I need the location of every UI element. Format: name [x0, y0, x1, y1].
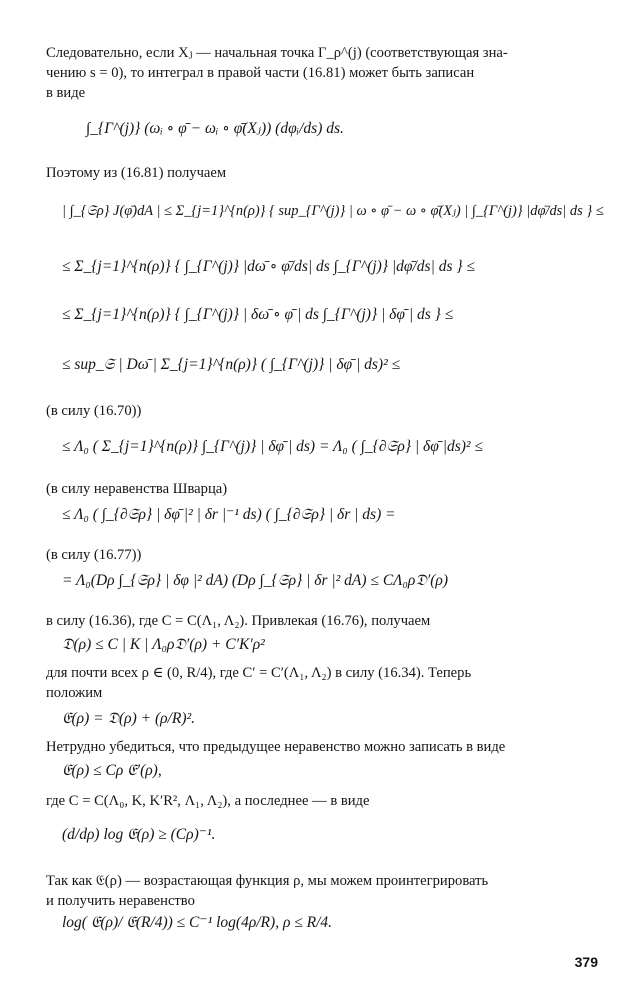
text-line-13: Так как 𝔈(ρ) — возрастающая функция ρ, мы можем проинтегрировать: [46, 873, 489, 889]
formula-d-rho: 𝔇(ρ) ≤ C | K | Λ₀ρ𝔇′(ρ) + C′K′ρ²: [62, 636, 265, 653]
text-line-5: (в силу (16.70)): [46, 403, 142, 419]
formula-integral-ds: ∫_{Γ^(j)} (ωᵢ ∘ φ̄ − ωᵢ ∘ φ̄(Xⱼ)) (dφᵢ/ds) ds.: [86, 120, 344, 137]
formula-estimate-5: ≤ Λ₀ ( Σ_{j=1}^{n(ρ)} ∫_{Γ^(j)} | δφ̄ | ds) = Λ₀ ( ∫_{∂𝔖ρ} | δφ̄ |ds)² ≤: [62, 438, 483, 455]
text-line-10: положим: [46, 685, 103, 701]
formula-estimate-6: ≤ Λ₀ ( ∫_{∂𝔖ρ} | δφ̄ |² | δr |⁻¹ ds) ( ∫_{∂𝔖ρ} | δr | ds) =: [62, 506, 396, 523]
text-line-4: Поэтому из (16.81) получаем: [46, 165, 227, 181]
formula-estimate-4: ≤ sup_𝔖 | Dω̄ | Σ_{j=1}^{n(ρ)} ( ∫_{Γ^(j)} | δφ̄ | ds)² ≤: [62, 356, 401, 373]
text-line-12: где C = C(Λ₀, K, K′R², Λ₁, Λ₂), а последнее — в виде: [46, 793, 370, 809]
formula-estimate-7: = Λ₀(Dρ ∫_{𝔖ρ} | δφ |² dA) (Dρ ∫_{𝔖ρ} | δr |² dA) ≤ CΛ₀ρ𝔇′(ρ): [62, 572, 449, 589]
formula-log-integrated: log( 𝔈(ρ)/ 𝔈(R/4)) ≤ C⁻¹ log(4ρ/R), ρ ≤ R/4.: [62, 914, 333, 931]
formula-estimate-2: ≤ Σ_{j=1}^{n(ρ)} { ∫_{Γ^(j)} |dω̄ ∘ φ̄/ds| ds ∫_{Γ^(j)} |dφ̄/ds| ds } ≤: [62, 258, 475, 275]
text-line-7: (в силу (16.77)): [46, 547, 142, 563]
text-line-11: Нетрудно убедиться, что предыдущее неравенство можно записать в виде: [46, 739, 506, 755]
text-line-1: Следовательно, если Xⱼ — начальная точка Γ_ρ^(j) (соответствующая зна-: [46, 45, 508, 61]
text-line-8: в силу (16.36), где C = C(Λ₁, Λ₂). Привлекая (16.76), получаем: [46, 613, 431, 629]
text-line-6: (в силу неравенства Шварца): [46, 481, 228, 497]
text-line-14: и получить неравенство: [46, 893, 195, 909]
page-number: 379: [574, 954, 598, 970]
text-line-3: в виде: [46, 85, 86, 101]
formula-log-derivative: (d/dρ) log 𝔈(ρ) ≥ (Cρ)⁻¹.: [62, 826, 216, 843]
formula-e-inequality: 𝔈(ρ) ≤ Cρ 𝔈′(ρ),: [62, 762, 162, 779]
formula-estimate-1: | ∫_{𝔖ρ} J(φ̄)dA | ≤ Σ_{j=1}^{n(ρ)} { sup_{Γ^(j)} | ω ∘ φ̄ − ω ∘ φ̄(Xⱼ) | ∫_{Γ^(j)} |dφ̄/ds| ds } ≤: [62, 203, 604, 219]
formula-e-rho: 𝔈(ρ) = 𝔇(ρ) + (ρ/R)².: [62, 710, 196, 727]
formula-estimate-3: ≤ Σ_{j=1}^{n(ρ)} { ∫_{Γ^(j)} | δω̄ ∘ φ̄ | ds ∫_{Γ^(j)} | δφ̄ | ds } ≤: [62, 306, 454, 323]
text-line-2: чению s = 0), то интеграл в правой части (16.81) может быть записан: [46, 65, 475, 81]
text-line-9: для почти всех ρ ∈ (0, R/4), где C′ = C′(Λ₁, Λ₂) в силу (16.34). Теперь: [46, 665, 472, 681]
